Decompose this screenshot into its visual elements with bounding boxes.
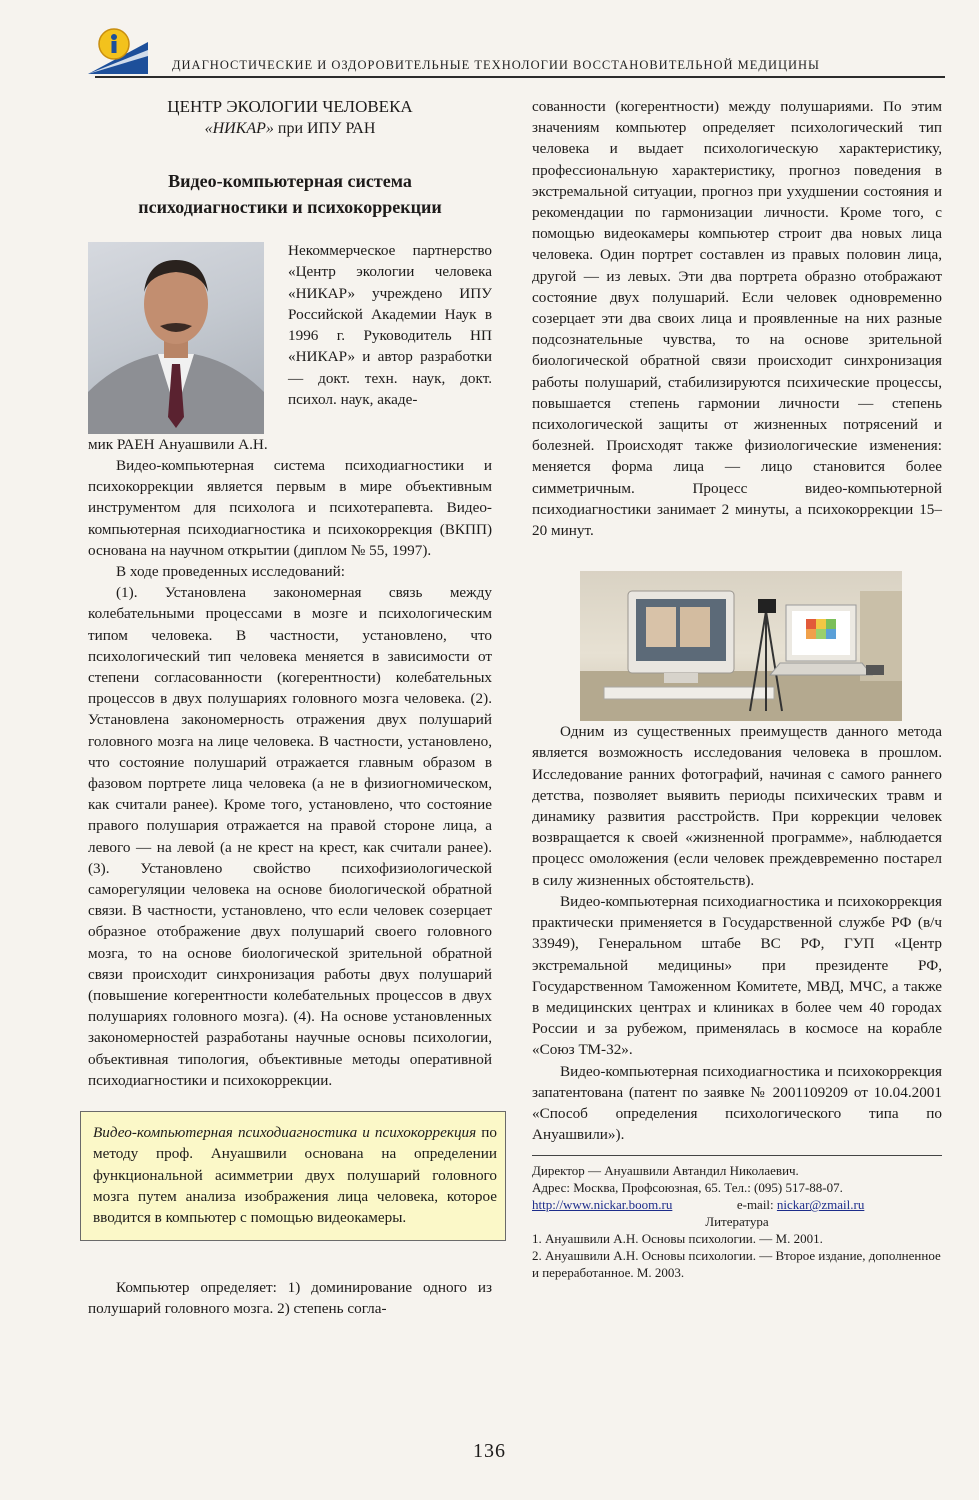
- equipment-photo: [580, 571, 902, 721]
- article-title-line1: Видео-компьютерная система: [168, 171, 412, 191]
- email-label: e-mail:: [736, 1197, 777, 1213]
- paragraph-coherence: сованности (когерентности) между полушариями. По этим значениям компьютер определяет психологический тип человека и выдает психологическую характеристику, профессиональную характеристику, прогноз поведения в экстремальной ситуации, прогноз при ухудшении состояния и рекомендации по гармонизации личности. Кроме того, с помощью видеокамеры компьютер строит два новых лица человека. Один портрет составлен из правых половин лица, другой — из левых. Эти два портрета образно отображают состояние двух полушарий. Если человек одновременно созерцает эти два своих лица и проявленные на них разные подсознательные чувства, то на основе зрительной биологической обратной связи происходит синхронизация работы полушарий, стабилизируются психические процессы, повышается степень гармонии личности — степень психологической защиты от жизненных потрясений и болезней. Происходят также физиологические изменения: меняется форма лица — лицо становится более симметричным. Процесс видео-компьютерной психодиагностики занимает 2 минуты, а психокоррекции 15–20 минут.: [532, 98, 942, 540]
- paragraph-advantages: Одним из существенных преимуществ данного метода является возможность исследования человека в прошлом. Исследование ранних фотографий, начиная с самого раннего детства, позволяет выявить периоды психических травм и динамику развития расстройств. При коррекции человек возвращается к своей «жизненной программе», наблюдается процесс омоложения (если человек преждевременно постарел в силу жизненных обстоятельств).: [532, 723, 942, 889]
- article-title: [88, 168, 492, 220]
- article-title-line2: психодиагностики и психокоррекции: [138, 197, 442, 217]
- credits-block: [532, 1155, 942, 1281]
- contacts-line: [532, 1196, 942, 1213]
- paragraph-findings: (1). Установлена закономерная связь между колебательными процессами в мозге и психологическим типом человека. В частности, установлено, что психологический тип человека меняется в зависимости от степени согласованности (когерентности) колебательных процессов в двух полушариях головного мозга человека. (2). Установлена закономерность отражения двух полушарий головного мозга на лице человека. В частности, установлено, что состояние полушарий отражается главным образом в фазовом портрете лица человека (а не в физиогномическом, как считали ранее). Кроме того, установлено, что состояние правого полушария отражается на правой стороне лица, а левого — на левой (а не крест на крест, как считали ранее). (3). Установлено свойство психофизиологической саморегуляции человека на основе биологической обратной связи. В частности, установлено, что если человек созерцает образное отображение двух полушарий своего головного мозга, то на основе биологической зрительной обратной связи происходит синхронизация работы двух полушарий (повышение когерентности колебательных процессов в двух полушариях головного мозга). (4). На основе установленных закономерностей разработаны научные основы психологии, объективная типология, объективные методы оперативной психодиагностики и психокоррекции.: [88, 584, 492, 1089]
- director-line: Директор — Ануашвили Автандил Николаевич.: [532, 1163, 799, 1179]
- page-number: 136: [473, 1440, 506, 1462]
- intro-block: [88, 240, 492, 458]
- paragraph-computer-determines: Компьютер определяет: 1) доминирование одного из полушарий головного мозга. 2) степень согла-: [88, 1279, 492, 1318]
- org-affiliation: при ИПУ РАН: [273, 120, 376, 137]
- literature-title: Литература: [705, 1214, 769, 1230]
- paragraph-applications: Видео-компьютерная психодиагностика и психокоррекция практически применяется в Государственной службе РФ (в/ч 33949), Генеральном штабе ВС РФ, ГУП «Центр экстремальной медицины» при президенте РФ, Государственном Таможенном Комитете, МВД, МЧС, а также в медицинских центрах и клиниках в более чем 40 городах России и за рубежом, применялась в космосе на корабле «Союз ТМ-32».: [532, 892, 942, 1059]
- paragraph-intro: Видео-компьютерная система психодиагностики и психокоррекции является первым в мире объективным инструментом для психолога и психотерапевта. Видео-компьютерная психодиагностика и психокоррекция (ВКПП) основана на научном открытии (диплом № 55, 1997).: [88, 457, 492, 559]
- intro-tail: мик РАЕН Ануашвили А.Н.: [88, 436, 268, 453]
- left-column: [88, 96, 497, 1320]
- paragraph-research-lead: В ходе проведенных исследований:: [116, 563, 345, 581]
- author-portrait: [88, 242, 264, 434]
- address-line: Адрес: Москва, Профсоюзная, 65. Тел.: (095) 517-88-07.: [532, 1180, 843, 1196]
- highlight-box: [80, 1111, 506, 1241]
- literature-item-1: 1. Ануашвили А.Н. Основы психологии. — М. 2001.: [532, 1231, 823, 1247]
- paragraph-patent: Видео-компьютерная психодиагностика и психокоррекция запатентована (патент по заявке № 2001109209 от 10.04.2001 «Способ определения психологического типа по Ануашвили»).: [532, 1062, 942, 1144]
- org-subtitle: [88, 118, 492, 140]
- website-link[interactable]: http://www.nickar.boom.ru: [532, 1197, 673, 1213]
- org-title: ЦЕНТР ЭКОЛОГИИ ЧЕЛОВЕКА: [167, 97, 413, 116]
- email-link[interactable]: nickar@zmail.ru: [776, 1197, 865, 1213]
- org-name: «НИКАР»: [204, 120, 274, 137]
- running-title: ДИАГНОСТИЧЕСКИЕ И ОЗДОРОВИТЕЛЬНЫЕ ТЕХНОЛОГИИ ВОССТАНОВИТЕЛЬНОЙ МЕДИЦИНЫ: [172, 58, 820, 72]
- highlight-italic: Видео-компьютерная психодиагностика и психокоррекция: [93, 1124, 477, 1142]
- right-column: [532, 96, 942, 1281]
- literature-item-2: 2. Ануашвили А.Н. Основы психологии. — Второе издание, дополненное и переработанное. М. 2003.: [532, 1248, 941, 1281]
- highlight-text: по методу проф. Ануашвили основана на определении функциональной асимметрии двух полушарий головного мозга путем анализа изображения лица человека, которое вводится в компьютер с помощью видеокамеры.: [93, 1124, 497, 1226]
- intro-text: Некоммерческое партнерство «Центр экологии человека «НИКАР» учреждено ИПУ Российской Академии Наук в 1996 г. Руководитель НП «НИКАР» и автор разработки — докт. техн. наук, докт. психол. наук, акаде-: [288, 242, 492, 409]
